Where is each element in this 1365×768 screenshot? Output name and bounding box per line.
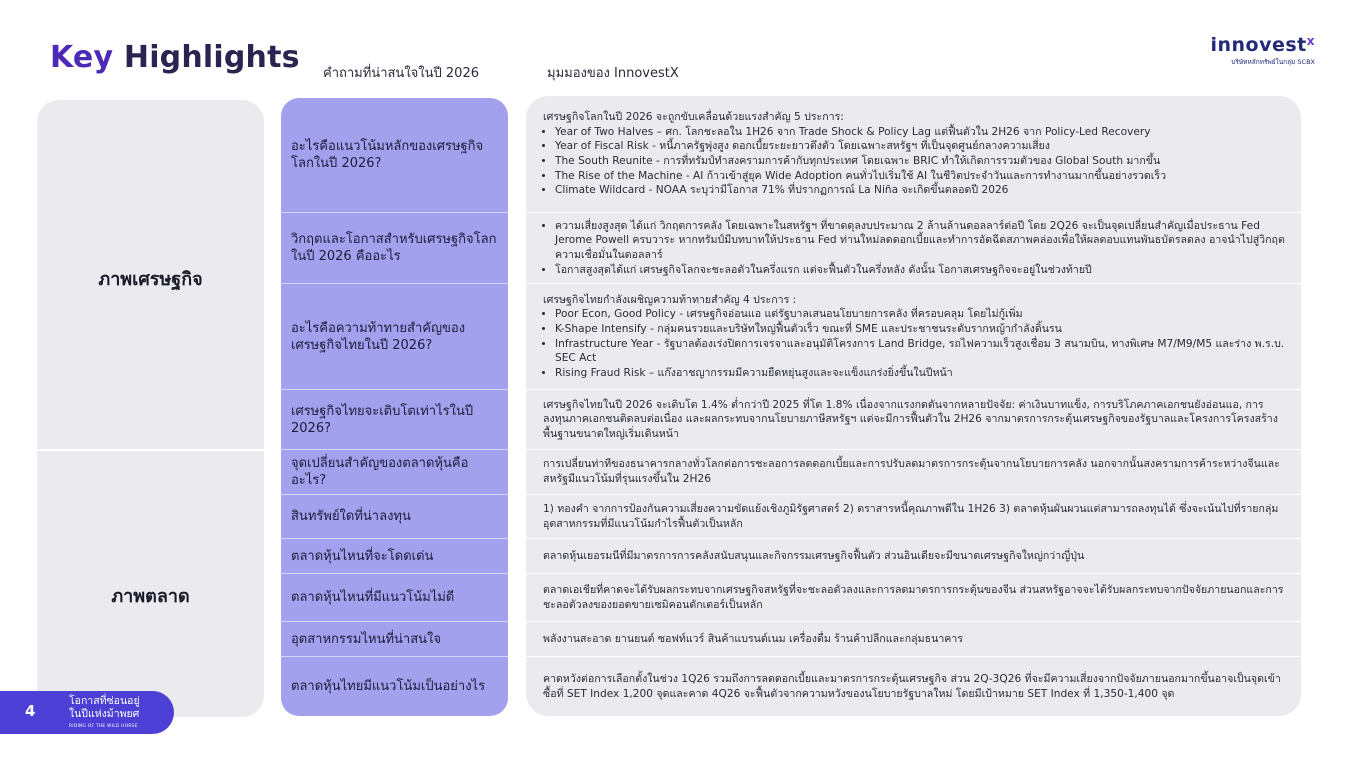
title-highlights-word: Highlights [123,40,300,75]
answer-row [526,495,1301,539]
answer-row [526,657,1301,716]
answer-bullet: • Rising Fraud Risk – แก๊งอาชญากรรมมีความยืดหยุ่นสูงและจะแข็งแกร่งยิ่งขึ้นในปีหน้า [555,366,1287,381]
answer-text [543,110,1287,198]
answer-bullet: • Poor Econ, Good Policy - เศรษฐกิจอ่อนแอ แต่รัฐบาลเสนอนโยบายการคลัง ที่ครอบคลุม โดยไม่กู้เพิ่ม [555,307,1287,322]
answer-bullet: • Year of Fiscal Risk - หนี้ภาครัฐพุ่งสูง ดอกเบี้ยระยะยาวตึงตัว โดยเฉพาะสหรัฐฯ ที่เป็นจุดศูนย์กลางความเสี่ยง [555,139,1287,154]
answer-text [543,583,1287,612]
question-text: เศรษฐกิจไทยจะเติบโตเท่าไรในปี 2026? [291,403,474,436]
answer-intro: ตลาดเอเชียที่คาดจะได้รับผลกระทบจากเศรษฐกิจสหรัฐที่จะชะลอตัวลงและการลดมาตรการกระตุ้นของจีน ส่วนสหรัฐอาจจะได้รับผลกระทบจากปัจจัยภายนอกและการชะลอตัวลงของยอดขายเซมิคอนดักเตอร์เป็นหลัก [543,583,1284,611]
answer-intro: ตลาดหุ้นเยอรมนีที่มีมาตรการการคลังสนับสนุนและกิจกรรมเศรษฐกิจฟื้นตัว ส่วนอินเดียจะมีขนาดเศรษฐกิจใหญ่กว่าญี่ปุ่น [543,549,1085,562]
question-text: ตลาดหุ้นไหนที่มีแนวโน้มไม่ดี [291,590,455,605]
answer-bullet: • Year of Two Halves – ศก. โลกชะลอใน 1H26 จาก Trade Shock & Policy Lag แต่ฟื้นตัวใน 2H26 จาก Policy-Led Recovery [555,125,1287,140]
answer-bullet-list [543,219,1287,277]
page-title [50,40,300,75]
question-row [281,657,508,716]
logo-word: innovest [1210,34,1307,56]
section-label-market: ภาพตลาด [111,586,190,607]
question-row [281,622,508,657]
title-key-word: Key [50,40,114,75]
question-row [281,213,508,284]
answer-intro: เศรษฐกิจไทยกำลังเผชิญความท้าทายสำคัญ 4 ประการ : [543,293,797,306]
answer-row [526,390,1301,450]
section-label-panel [37,100,264,717]
question-text: อุตสาหกรรมไหนที่น่าสนใจ [291,631,441,647]
section-divider [37,449,264,451]
question-row [281,284,508,390]
answer-text [543,502,1287,531]
answer-bullet: • Infrastructure Year - รัฐบาลต้องเร่งปิดการเจรจาและอนุมัติโครงการ Land Bridge, รถไฟความเร็วสูงเชื่อม 3 สนามบิน, ทางพิเศษ M7/M9/M5 และร่าง พ.ร.บ. SEC Act [555,337,1287,366]
answer-text [543,398,1287,442]
answer-row [526,213,1301,284]
answer-text [543,219,1287,277]
answer-row [526,284,1301,390]
question-text: สินทรัพย์ใดที่น่าลงทุน [291,509,411,524]
innovestx-logo [1210,34,1315,67]
answer-text [543,632,1287,647]
answers-panel [526,96,1301,716]
answer-row [526,450,1301,495]
question-text: ตลาดหุ้นไทยมีแนวโน้มเป็นอย่างไร [291,679,486,694]
answer-text [543,293,1287,381]
questions-panel [281,98,508,716]
answer-intro: เศรษฐกิจไทยในปี 2026 จะเติบโต 1.4% ต่ำกว่าปี 2025 ที่โต 1.8% เนื่องจากแรงกดดันจากหลายปัจจัย: ค่าเงินบาทแข็ง, การบริโภคภาคเอกชนยังอ่อนแอ, การลงทุนภาคเอกชนติดลบต่อเนื่อง และผลกระทบจากนโยบายภาษีสหรัฐฯ แต่จะมีการฟื้นตัวใน 2H26 จากมาตรการกระตุ้นเศรษฐกิจของรัฐบาลและโครงการโครงสร้างพื้นฐานขนาดใหญ่เริ่มเดินหน้า [543,398,1278,440]
question-text: ตลาดหุ้นไหนที่จะโดดเด่น [291,548,434,564]
answer-row [526,539,1301,574]
answer-intro: เศรษฐกิจโลกในปี 2026 จะถูกขับเคลื่อนด้วยแรงสำคัญ 5 ประการ: [543,111,844,124]
answer-intro: 1) ทองคำ จากการป้องกันความเสี่ยงความขัดแย้งเชิงภูมิรัฐศาสตร์ 2) ตราสารหนี้คุณภาพดีใน 1H26 3) ตลาดหุ้นผันผวนแต่สามารถลงทุนได้ ซึ่งจะเน้นไปที่รายกลุ่มอุตสาหกรรมที่มีแนวโน้มกำไรฟื้นตัวเป็นหลัก [543,502,1279,530]
footer-tagline: โอกาสที่ซ่อนอยู่ ในปีแห่งม้าพยศ [69,695,140,720]
question-text: วิกฤตและโอกาสสำหรับเศรษฐกิจโลกในปี 2026 คืออะไร [291,232,497,264]
answer-text [543,672,1287,701]
answer-text [543,457,1287,486]
answer-row [526,96,1301,213]
answer-bullet: • Climate Wildcard - NOAA ระบุว่ามีโอกาส 71% ที่ปรากฏการณ์ La Niña จะเกิดขึ้นตลอดปี 2026 [555,183,1287,198]
question-row [281,390,508,450]
question-row [281,539,508,574]
answer-bullet-list [543,307,1287,380]
logo-x: x [1306,34,1315,48]
question-text: อะไรคือแนวโน้มหลักของเศรษฐกิจโลกในปี 2026? [291,139,484,171]
answer-row [526,574,1301,622]
answer-text [543,549,1287,564]
question-text: จุดเปลี่ยนสำคัญของตลาดหุ้นคืออะไร? [291,456,469,488]
footer-subtag: RIDING OF THE WILD HORSE [69,724,138,729]
answer-intro: พลังงานสะอาด ยานยนต์ ซอฟท์แวร์ สินค้าแบรนด์เนม เครื่องดื่ม ร้านค้าปลีกและกลุ่มธนาคาร [543,632,963,645]
answer-bullet-list [543,125,1287,198]
page-badge [0,691,174,734]
answer-bullet: • The Rise of the Machine - AI ก้าวเข้าสู่ยุค Wide Adoption คนทั่วไปเริ่มใช้ AI ในชีวิตประจำวันและการทำงานมากขึ้นอย่างรวดเร็ว [555,169,1287,184]
answer-intro: คาดหวังต่อการเลือกตั้งในช่วง 1Q26 รวมถึงการลดดอกเบี้ยและมาตรการกระตุ้นเศรษฐกิจ ส่วน 2Q-3Q26 ที่จะมีความเสี่ยงจากปัจจัยภายนอกมากขึ้นอาจเป็นจุดเข้าซื้อที่ SET Index 1,200 จุดและคาด 4Q26 จะฟื้นตัวจากความหวังของนโยบายรัฐบาลใหม่ โดยมีเป้าหมาย SET Index ที่ 1,350-1,400 จุด [543,672,1281,700]
answer-intro: การเปลี่ยนท่าทีของธนาคารกลางทั่วโลกต่อการชะลอการลดดอกเบี้ยและการปรับลดมาตรการกระตุ้นจากนโยบายการคลัง นอกจากนั้นสงครามการค้าระหว่างจีนและสหรัฐมีแนวโน้มที่รุนแรงขึ้นใน 2H26 [543,458,1280,485]
question-row [281,98,508,213]
answer-bullet: • The South Reunite - การที่ทรัมป์ทำสงครามการค้ากับทุกประเทศ โดยเฉพาะ BRIC ทำให้เกิดการรวมตัวของ Global South มากขึ้น [555,154,1287,169]
question-text: อะไรคือความท้าทายสำคัญของเศรษฐกิจไทยในปี 2026? [291,320,466,353]
logo-subtitle: บริษัทหลักทรัพย์ในกลุ่ม SCBX [1231,58,1315,66]
question-row [281,495,508,539]
questions-column-header: คำถามที่น่าสนใจในปี 2026 [323,66,479,81]
page-number: 4 [25,702,36,720]
answer-row [526,622,1301,657]
answer-bullet: • K-Shape Intensify - กลุ่มคนรวยและบริษัทใหญ่ฟื้นตัวเร็ว ขณะที่ SME และประชาชนระดับรากหญ้ากำลังดิ้นรน [555,322,1287,337]
question-row [281,574,508,622]
view-column-header: มุมมองของ InnovestX [547,66,679,81]
question-row [281,450,508,495]
section-label-economy: ภาพเศรษฐกิจ [98,269,203,290]
answer-bullet: • ความเสี่ยงสูงสุด ได้แก่ วิกฤตการคลัง โดยเฉพาะในสหรัฐฯ ที่ขาดดุลงบประมาณ 2 ล้านล้านดอลลาร์ต่อปี โดย 2Q26 จะเป็นจุดเปลี่ยนสำคัญเมื่อประธาน Fed Jerome Powell ครบวาระ หากทรัมป์มีบทบาทให้ประธาน Fed ท่านใหม่ลดดอกเบี้ยและทำการอัดฉีดสภาพคล่องเพื่อให้ผลตอบแทนพันธบัตรลดลง อาจนำไปสู่วิกฤตความเชื่อมั่นในดอลลาร์ [555,219,1287,263]
answer-bullet: • โอกาสสูงสุดได้แก่ เศรษฐกิจโลกจะชะลอตัวในครึ่งแรก แต่จะฟื้นตัวในครึ่งหลัง ดังนั้น โอกาสเศรษฐกิจจะอยู่ในช่วงท้ายปี [555,263,1287,278]
